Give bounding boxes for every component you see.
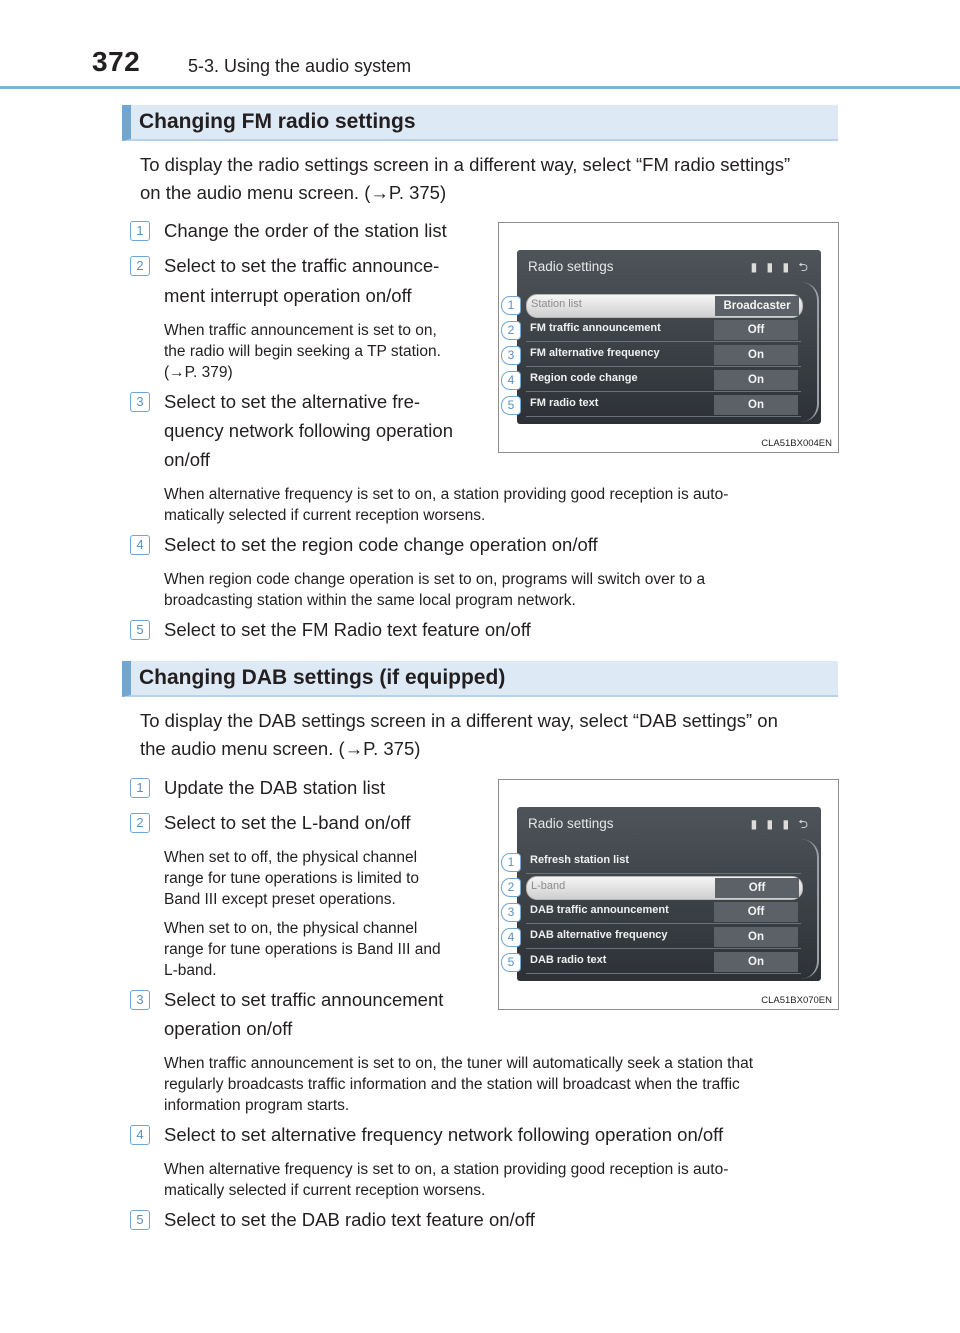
scroll-arc [801, 839, 819, 979]
fm-row-value: On [714, 395, 798, 415]
dab-item-2-note-line-5: range for tune operations is Band III and [164, 941, 441, 958]
dab-item-3-number: 3 [130, 990, 150, 1010]
fm-figure-code: CLA51BX004EN [761, 438, 832, 449]
fm-row-radio-text[interactable] [526, 394, 801, 417]
dab-row-label: DAB alternative frequency [530, 929, 668, 941]
page-number: 372 [92, 46, 141, 77]
fm-item-3-text-line-1: Select to set the alternative fre- [164, 391, 421, 412]
fm-item-1-text: Change the order of the station list [164, 220, 447, 241]
fm-item-2-note-line-3: (→P. 379) [164, 364, 233, 381]
fm-callout-5: 5 [501, 396, 521, 415]
fm-row-label: FM radio text [530, 397, 599, 409]
fm-item-4-note-line-1: When region code change operation is set to on, programs will switch over to a [164, 571, 706, 588]
dab-item-1-number: 1 [130, 778, 150, 798]
fm-item-4-text: Select to set the region code change operation on/off [164, 534, 598, 555]
dab-section-title: Changing DAB settings (if equipped) [139, 666, 506, 689]
fm-item-3-text-line-3: on/off [164, 449, 210, 470]
dab-callout-5: 5 [501, 953, 521, 972]
fm-item-5-text: Select to set the FM Radio text feature on/off [164, 619, 531, 640]
dab-section-title-bar [122, 661, 838, 697]
dab-item-4-note-line-2: matically selected if current reception worsens. [164, 1182, 486, 1199]
dab-row-radio-text[interactable] [526, 951, 801, 974]
fm-row-region-code-change[interactable] [526, 369, 801, 392]
dab-item-2-note-line-1: When set to off, the physical channel [164, 849, 418, 866]
fm-item-2-text-line-1: Select to set the traffic announce- [164, 255, 440, 276]
dab-callout-4: 4 [501, 928, 521, 947]
dab-row-value: Off [714, 902, 798, 922]
dab-callout-1: 1 [501, 853, 521, 872]
header-rule [0, 86, 960, 89]
dab-radio-settings-screen [517, 807, 821, 981]
fm-callout-3: 3 [501, 346, 521, 365]
fm-radio-settings-figure [498, 222, 839, 453]
fm-intro-line-2: on the audio menu screen. (→P. 375) [140, 182, 447, 203]
dab-row-label: Refresh station list [530, 854, 630, 866]
fm-item-4-note-line-2: broadcasting station within the same local program network. [164, 592, 576, 609]
fm-item-2-note-line-1: When traffic announcement is set to on, [164, 322, 437, 339]
dab-intro-line-2: the audio menu screen. (→P. 375) [140, 738, 421, 759]
fm-row-station-list[interactable] [526, 294, 803, 318]
fm-row-label: Station list [531, 298, 582, 310]
dab-item-4-number: 4 [130, 1125, 150, 1145]
dab-item-4-text: Select to set alternative frequency network following operation on/off [164, 1124, 724, 1145]
fm-radio-settings-screen [517, 250, 821, 424]
dab-item-2-note-line-4: When set to on, the physical channel [164, 920, 418, 937]
dab-item-2-text: Select to set the L-band on/off [164, 812, 411, 833]
dab-item-3-note-line-1: When traffic announcement is set to on, the tuner will automatically seek a station that [164, 1055, 754, 1072]
dab-row-value: On [714, 927, 798, 947]
dab-item-2-number: 2 [130, 813, 150, 833]
fm-item-2-number: 2 [130, 256, 150, 276]
dab-callout-2: 2 [501, 878, 521, 897]
fm-item-3-number: 3 [130, 392, 150, 412]
status-icons: ▮ ▮ ▮ ⮌ [750, 260, 811, 274]
fm-row-label: FM traffic announcement [530, 322, 661, 334]
fm-callout-2: 2 [501, 321, 521, 340]
dab-row-traffic-announcement[interactable] [526, 901, 801, 924]
fm-section-title: Changing FM radio settings [139, 110, 416, 133]
dab-row-alternative-frequency[interactable] [526, 926, 801, 949]
fm-row-value: Off [714, 320, 798, 340]
fm-row-value: On [714, 370, 798, 390]
dab-row-l-band[interactable] [526, 876, 803, 900]
dab-figure-code: CLA51BX070EN [761, 995, 832, 1006]
dab-row-label: DAB radio text [530, 954, 607, 966]
dab-row-value: On [714, 952, 798, 972]
dab-item-3-text-line-1: Select to set traffic announcement [164, 989, 444, 1010]
fm-item-2-text-line-2: ment interrupt operation on/off [164, 285, 412, 306]
fm-row-alternative-frequency[interactable] [526, 344, 801, 367]
dab-item-3-note-line-3: information program starts. [164, 1097, 350, 1114]
fm-intro-line-1: To display the radio settings screen in a different way, select “FM radio settings” [140, 154, 791, 175]
dab-row-label: L-band [531, 880, 566, 892]
dab-callout-3: 3 [501, 903, 521, 922]
fm-item-5-number: 5 [130, 620, 150, 640]
status-icons: ▮ ▮ ▮ ⮌ [750, 817, 811, 831]
fm-row-value: On [714, 345, 798, 365]
dab-intro-line-1: To display the DAB settings screen in a different way, select “DAB settings” on [140, 710, 778, 731]
dab-item-5-text: Select to set the DAB radio text feature on/off [164, 1209, 535, 1230]
dab-screen-title: Radio settings [528, 816, 614, 831]
dab-item-3-note-line-2: regularly broadcasts traffic information and the station will broadcast when the traffic [164, 1076, 740, 1093]
fm-row-traffic-announcement[interactable] [526, 319, 801, 342]
dab-item-2-note-line-2: range for tune operations is limited to [164, 870, 420, 887]
fm-item-4-number: 4 [130, 535, 150, 555]
scroll-arc [801, 282, 819, 422]
fm-item-3-text-line-2: quency network following operation [164, 420, 453, 441]
dab-item-3-text-line-2: operation on/off [164, 1018, 293, 1039]
fm-row-label: FM alternative frequency [530, 347, 660, 359]
fm-item-3-note-line-2: matically selected if current reception worsens. [164, 507, 486, 524]
fm-callout-4: 4 [501, 371, 521, 390]
fm-item-1-number: 1 [130, 221, 150, 241]
dab-item-5-number: 5 [130, 1210, 150, 1230]
fm-section-title-bar [122, 105, 838, 141]
dab-item-4-note-line-1: When alternative frequency is set to on, a station providing good reception is auto- [164, 1161, 729, 1178]
fm-screen-title: Radio settings [528, 259, 614, 274]
fm-item-3-note-line-1: When alternative frequency is set to on, a station providing good reception is auto- [164, 486, 729, 503]
dab-item-2-note-line-6: L-band. [164, 962, 217, 979]
fm-row-value: Broadcaster [715, 296, 799, 316]
dab-row-value: Off [715, 878, 799, 898]
dab-radio-settings-figure [498, 779, 839, 1010]
fm-callout-1: 1 [501, 296, 521, 315]
dab-row-label: DAB traffic announcement [530, 904, 669, 916]
dab-item-2-note-line-3: Band III except preset operations. [164, 891, 396, 908]
running-head: 5-3. Using the audio system [188, 56, 412, 76]
dab-row-refresh-station-list[interactable] [526, 851, 801, 874]
dab-item-1-text: Update the DAB station list [164, 777, 386, 798]
fm-item-2-note-line-2: the radio will begin seeking a TP station. [164, 343, 441, 360]
fm-row-label: Region code change [530, 372, 638, 384]
